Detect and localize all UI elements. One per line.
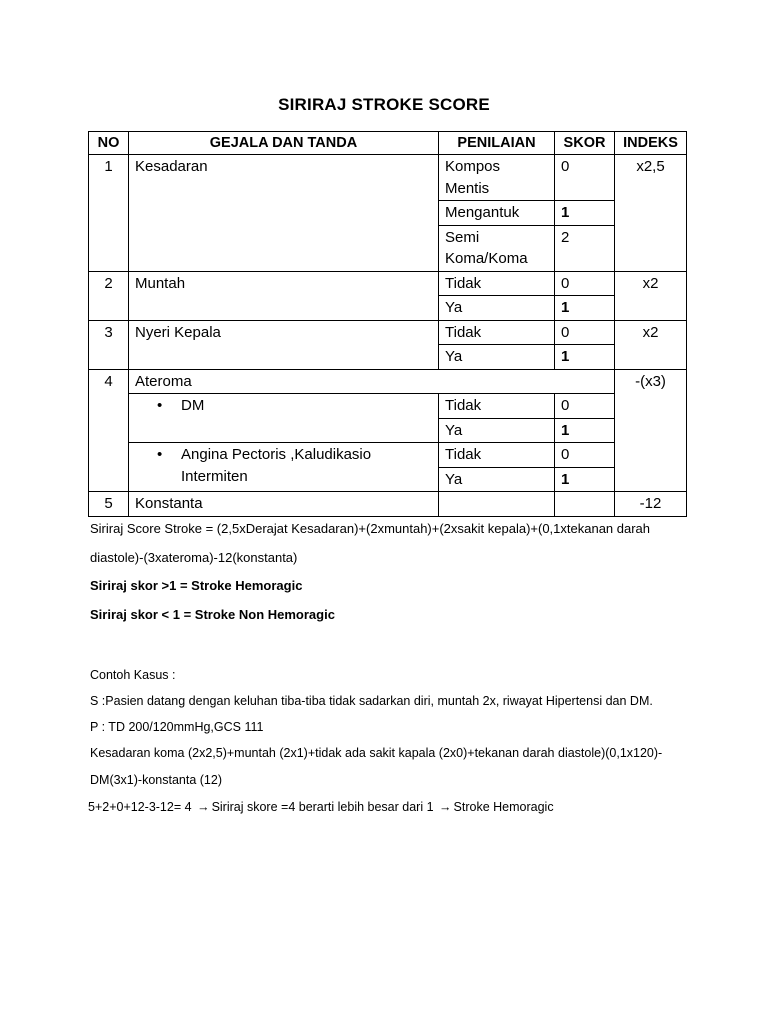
penilaian-cell: Tidak — [439, 271, 555, 296]
result-line — [88, 798, 554, 816]
header-no: NO — [89, 132, 129, 155]
siriraj-score-table — [88, 131, 687, 517]
penilaian-cell: Semi Koma/Koma — [439, 225, 555, 271]
table-row — [89, 394, 687, 419]
table-row — [89, 155, 687, 201]
skor-cell: 1 — [555, 345, 615, 370]
arrow-right-icon: → — [197, 800, 210, 814]
penilaian-cell: Tidak — [439, 394, 555, 419]
header-indeks: INDEKS — [615, 132, 687, 155]
skor-cell: 0 — [555, 155, 615, 201]
skor-cell — [555, 492, 615, 517]
case-heading: Contoh Kasus : — [90, 668, 176, 682]
penilaian-cell: Tidak — [439, 320, 555, 345]
rule-hemoragic: Siriraj skor >1 = Stroke Hemoragic — [90, 578, 303, 593]
penilaian-cell: Ya — [439, 418, 555, 443]
penilaian-cell: Ya — [439, 467, 555, 492]
sub-item-dm — [129, 394, 439, 443]
skor-cell: 2 — [555, 225, 615, 271]
table-header-row — [89, 132, 687, 155]
sub-item-angina — [129, 443, 439, 492]
row-number: 2 — [89, 271, 129, 320]
table-row — [89, 271, 687, 296]
table-row — [89, 492, 687, 517]
penilaian-cell: Kompos Mentis — [439, 155, 555, 201]
penilaian-cell: Ya — [439, 296, 555, 321]
penilaian-cell — [439, 492, 555, 517]
formula-line-1: Siriraj Score Stroke = (2,5xDerajat Kesadaran)+(2xmuntah)+(2xsakit kepala)+(0,1xtekanan darah — [90, 521, 651, 536]
row-gejala: Nyeri Kepala — [129, 320, 439, 369]
case-subjective: S :Pasien datang dengan keluhan tiba-tiba tidak sadarkan diri, muntah 2x, riwayat Hipertensi dan DM. — [90, 694, 653, 708]
row-gejala: Ateroma — [129, 369, 615, 394]
rule-non-hemoragic: Siriraj skor < 1 = Stroke Non Hemoragic — [90, 607, 335, 622]
case-physical: P : TD 200/120mmHg,GCS 111 — [90, 720, 264, 734]
indeks-cell: x2 — [615, 271, 687, 320]
sub-item-label: Angina Pectoris ,Kaludikasio — [181, 446, 372, 463]
skor-cell: 1 — [555, 467, 615, 492]
calculation-line-1: Kesadaran koma (2x2,5)+muntah (2x1)+tidak ada sakit kapala (2x0)+tekanan darah diastole)(0,1x120)- — [90, 746, 663, 760]
skor-cell: 1 — [555, 418, 615, 443]
row-number: 4 — [89, 369, 129, 492]
formula-line-2: diastole)-(3xateroma)-12(konstanta) — [90, 550, 298, 565]
indeks-cell: x2 — [615, 320, 687, 369]
skor-cell: 1 — [555, 201, 615, 226]
result-conclusion: Stroke Hemoragic — [453, 800, 554, 814]
skor-cell: 0 — [555, 394, 615, 419]
row-gejala: Kesadaran — [129, 155, 439, 272]
row-gejala: Konstanta — [129, 492, 439, 517]
header-penilaian: PENILAIAN — [439, 132, 555, 155]
row-gejala: Muntah — [129, 271, 439, 320]
indeks-cell: -12 — [615, 492, 687, 517]
row-number: 3 — [89, 320, 129, 369]
calculation-line-2: DM(3x1)-konstanta (12) — [90, 773, 222, 787]
table-row — [89, 443, 687, 468]
row-number: 5 — [89, 492, 129, 517]
table-row — [89, 320, 687, 345]
sub-item-label: DM — [181, 397, 205, 414]
table-row — [89, 369, 687, 394]
bullet-icon: • — [157, 397, 163, 414]
page-title: SIRIRAJ STROKE SCORE — [278, 95, 490, 114]
penilaian-cell: Ya — [439, 345, 555, 370]
penilaian-cell: Tidak — [439, 443, 555, 468]
sub-item-label-continued: Intermiten — [181, 467, 248, 485]
header-gejala: GEJALA DAN TANDA — [129, 132, 439, 155]
skor-cell: 0 — [555, 320, 615, 345]
result-statement: Siriraj skore =4 berarti lebih besar dari 1 — [211, 800, 434, 814]
skor-cell: 0 — [555, 271, 615, 296]
arrow-right-icon: → — [439, 800, 452, 814]
result-sum: 5+2+0+12-3-12= 4 — [88, 800, 192, 814]
penilaian-cell: Mengantuk — [439, 201, 555, 226]
skor-cell: 0 — [555, 443, 615, 468]
row-number: 1 — [89, 155, 129, 272]
skor-cell: 1 — [555, 296, 615, 321]
bullet-icon: • — [157, 446, 163, 463]
indeks-cell: x2,5 — [615, 155, 687, 272]
indeks-cell: -(x3) — [615, 369, 687, 492]
header-skor: SKOR — [555, 132, 615, 155]
